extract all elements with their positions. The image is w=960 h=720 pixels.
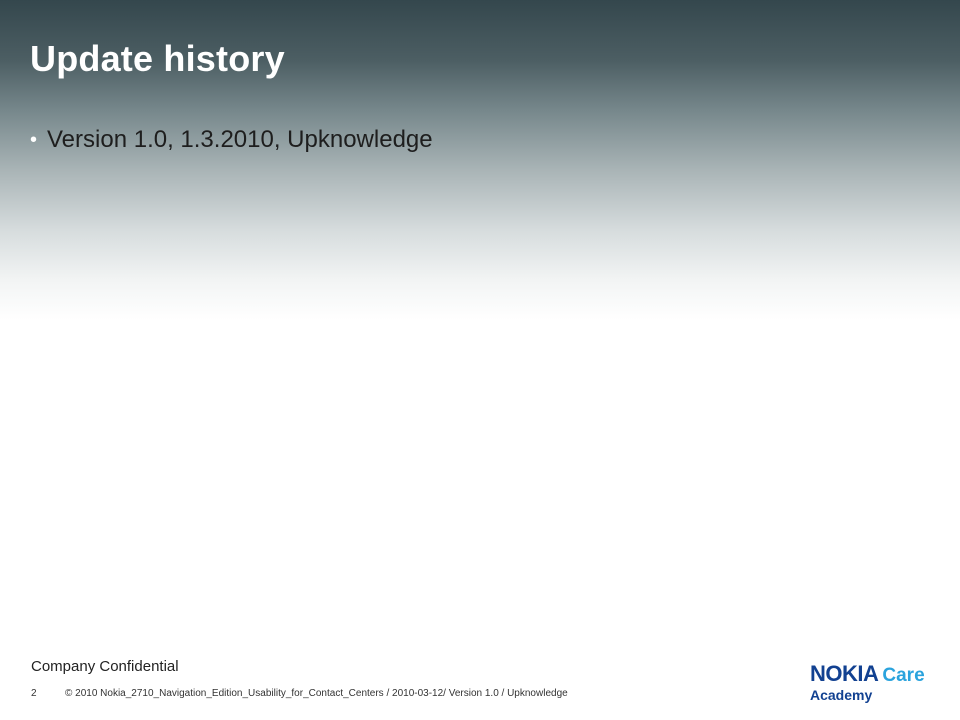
copyright-footer: © 2010 Nokia_2710_Navigation_Edition_Usability_for_Contact_Centers / 2010-03-12/ Version 1.0 / Upknowledge — [65, 688, 568, 699]
logo-wordmark — [810, 661, 925, 687]
bullet-marker: • — [30, 129, 38, 151]
logo-brand-text: NOKIA — [810, 661, 879, 686]
slide-title: Update history — [30, 38, 285, 79]
bullet-text: Version 1.0, 1.3.2010, Upknowledge — [47, 126, 433, 153]
logo-product-text: Care — [882, 665, 925, 686]
bullet-list — [30, 124, 433, 156]
confidentiality-label: Company Confidential — [31, 658, 179, 675]
bullet-item — [30, 124, 433, 156]
logo-subtitle-text: Academy — [810, 687, 873, 703]
nokia-care-academy-logo — [810, 661, 940, 707]
page-number: 2 — [31, 688, 37, 699]
